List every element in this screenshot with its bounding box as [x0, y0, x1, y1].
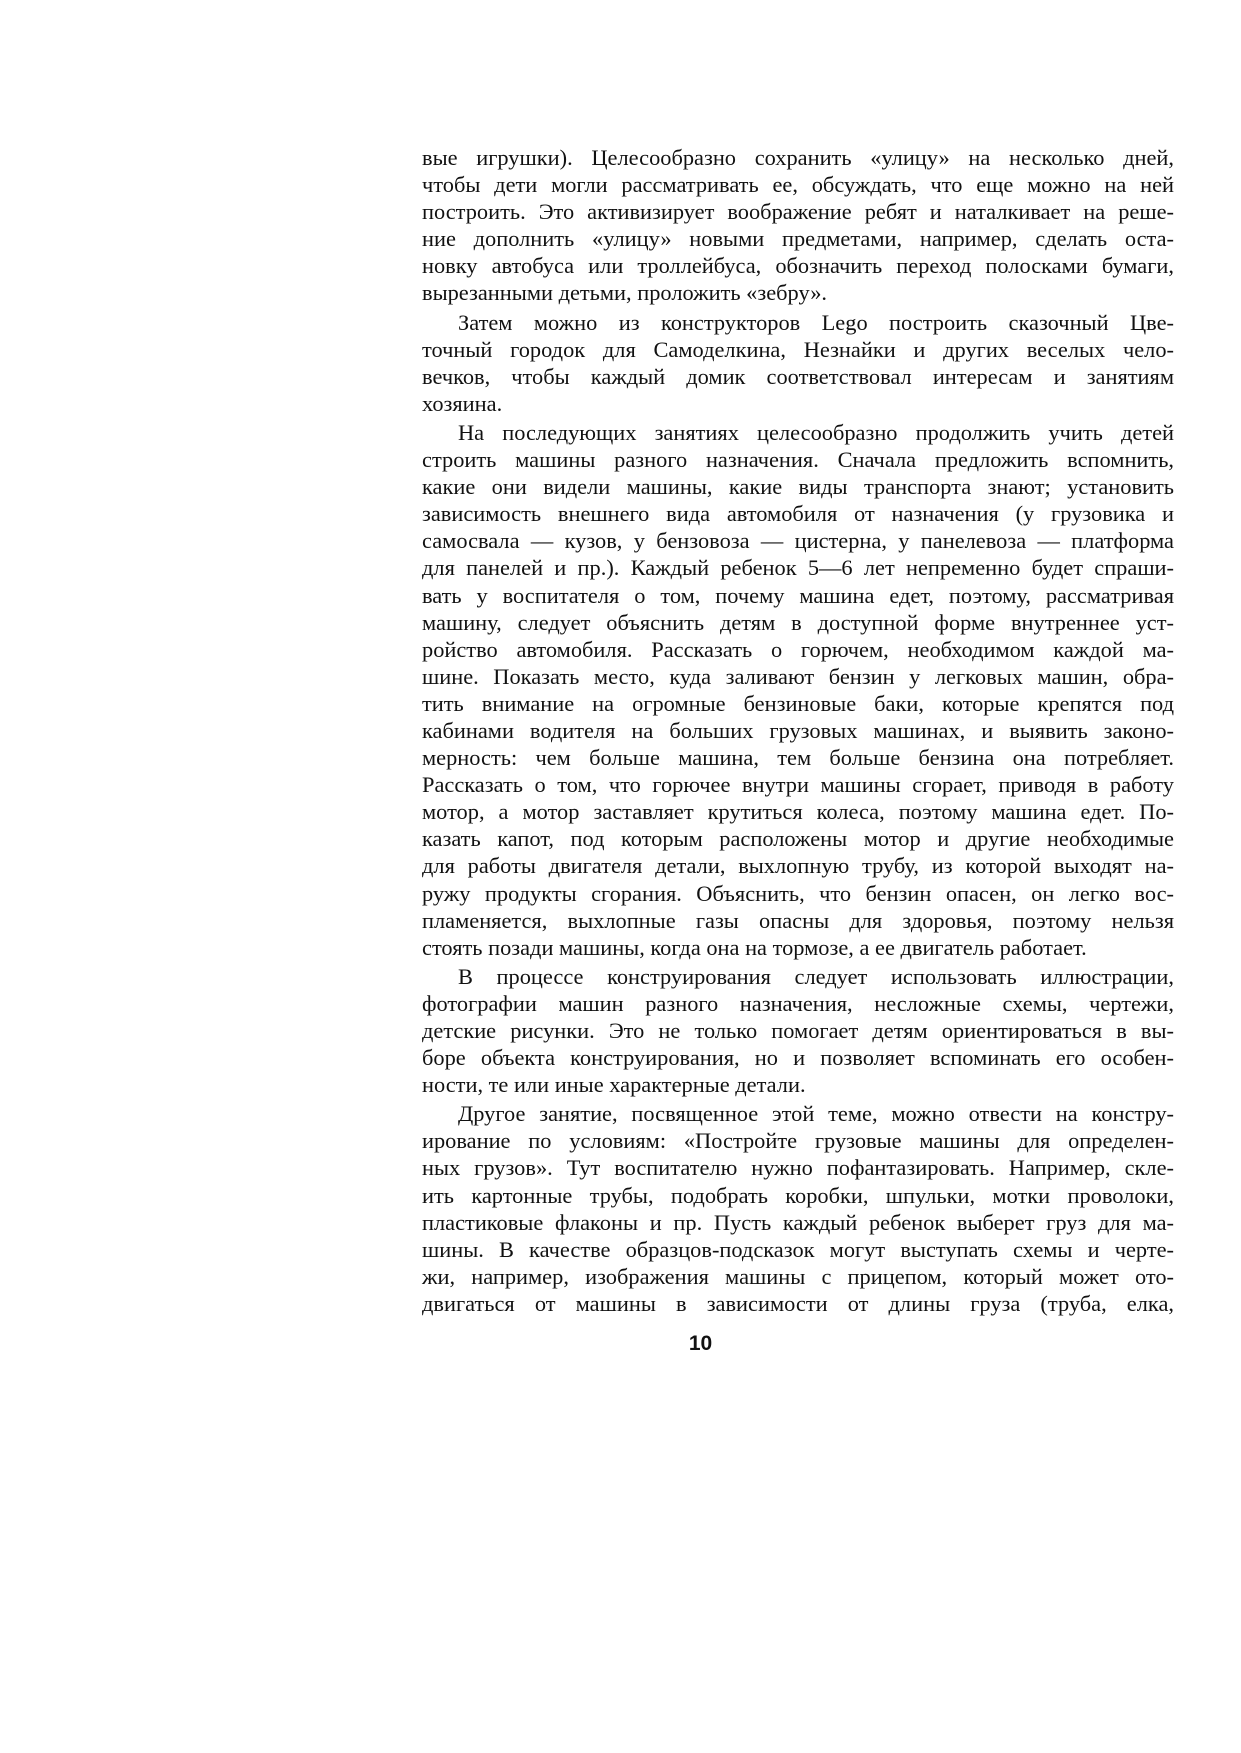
text-line: для работы двигателя детали, выхлопную трубу, из которой выходят на-	[422, 853, 1174, 879]
text-line: мерность: чем больше машина, тем больше бензина она потребляет.	[422, 745, 1174, 771]
text-line: шины. В качестве образцов-подсказок могут выступать схемы и черте-	[422, 1236, 1174, 1262]
text-line: чтобы дети могли рассматривать ее, обсуждать, что еще можно на ней	[422, 172, 1174, 198]
text-line: вечков, чтобы каждый домик соответствовал интересам и занятиям	[422, 363, 1174, 389]
text-line: пластиковые флаконы и пр. Пусть каждый ребенок выберет груз для ма-	[422, 1209, 1174, 1235]
text-line: фотографии машин разного назначения, несложные схемы, чертежи,	[422, 990, 1174, 1016]
text-line: детские рисунки. Это не только помогает детям ориентироваться в вы-	[422, 1018, 1174, 1043]
text-line: вые игрушки). Целесообразно сохранить «улицу» на несколько дней,	[422, 145, 1174, 170]
text-line: Затем можно из конструкторов Lego построить сказочный Цве-	[458, 309, 1174, 335]
text-line: жи, например, изображения машины с прицепом, который может ото-	[422, 1263, 1174, 1289]
text-line: ить картонные трубы, подобрать коробки, шпульки, мотки проволоки,	[422, 1182, 1174, 1208]
paragraph	[422, 1100, 1174, 1317]
text-line: самосвала — кузов, у бензовоза — цистерна, у панелевоза — платформа	[422, 528, 1174, 554]
page-body	[422, 144, 1174, 1319]
text-line: вать у воспитателя о том, почему машина едет, поэтому, рассматривая	[422, 582, 1174, 608]
text-line: Другое занятие, посвященное этой теме, можно отвести на констру-	[458, 1101, 1174, 1127]
text-line: тить внимание на огромные бензиновые баки, которые крепятся под	[422, 690, 1174, 716]
text-line: точный городок для Самоделкина, Незнайки и других веселых чело-	[422, 336, 1174, 362]
text-line: новку автобуса или троллейбуса, обозначить переход полосками бумаги,	[422, 253, 1174, 279]
paragraph	[422, 309, 1174, 417]
text-line: боре объекта конструирования, но и позволяет вспоминать его особен-	[422, 1045, 1174, 1071]
text-line: казать капот, под которым расположены мотор и другие необходимые	[422, 826, 1174, 852]
text-line: ности, те или иные характерные детали.	[422, 1072, 806, 1098]
paragraph	[422, 144, 1174, 307]
paragraph	[422, 419, 1174, 961]
text-line: хозяина.	[422, 390, 503, 416]
text-line: двигаться от машины в зависимости от длины груза (труба, елка,	[422, 1290, 1174, 1316]
text-line: ружу продукты сгорания. Объяснить, что бензин опасен, он легко вос-	[422, 880, 1174, 906]
text-line: построить. Это активизирует воображение ребят и наталкивает на реше-	[422, 199, 1174, 225]
text-line: ние дополнить «улицу» новыми предметами, например, сделать оста-	[422, 226, 1174, 252]
text-line: ройство автомобиля. Рассказать о горючем, необходимом каждой ма-	[422, 636, 1174, 662]
text-line: Рассказать о том, что горючее внутри машины сгорает, приводя в работу	[422, 772, 1174, 798]
text-line: мотор, а мотор заставляет крутиться колеса, поэтому машина едет. По-	[422, 799, 1174, 825]
text-line: вырезанными детьми, проложить «зебру».	[422, 280, 827, 306]
text-line: пламеняется, выхлопные газы опасны для здоровья, поэтому нельзя	[422, 907, 1174, 933]
page-number: 10	[688, 1332, 713, 1355]
text-line: стоять позади машины, когда она на тормозе, а ее двигатель работает.	[422, 934, 1087, 960]
paragraph	[422, 963, 1174, 1098]
text-line: шине. Показать место, куда заливают бензин у легковых машин, обра-	[422, 663, 1174, 689]
text-line: На последующих занятиях целесообразно продолжить учить детей	[458, 419, 1174, 445]
text-line: какие они видели машины, какие виды транспорта знают; установить	[422, 474, 1174, 500]
text-line: для панелей и пр.). Каждый ребенок 5—6 лет непременно будет спраши-	[422, 555, 1174, 581]
text-line: ирование по условиям: «Постройте грузовые машины для определен-	[422, 1128, 1174, 1154]
text-line: ных грузов». Тут воспитателю нужно пофантазировать. Например, скле-	[422, 1155, 1174, 1181]
text-line: В процессе конструирования следует использовать иллюстрации,	[458, 963, 1174, 989]
text-line: строить машины разного назначения. Сначала предложить вспомнить,	[422, 447, 1174, 473]
text-line: кабинами водителя на больших грузовых машинах, и выявить законо-	[422, 717, 1174, 743]
text-line: зависимость внешнего вида автомобиля от назначения (у грузовика и	[422, 501, 1174, 527]
text-line: машину, следует объяснить детям в доступной форме внутреннее уст-	[422, 609, 1174, 635]
